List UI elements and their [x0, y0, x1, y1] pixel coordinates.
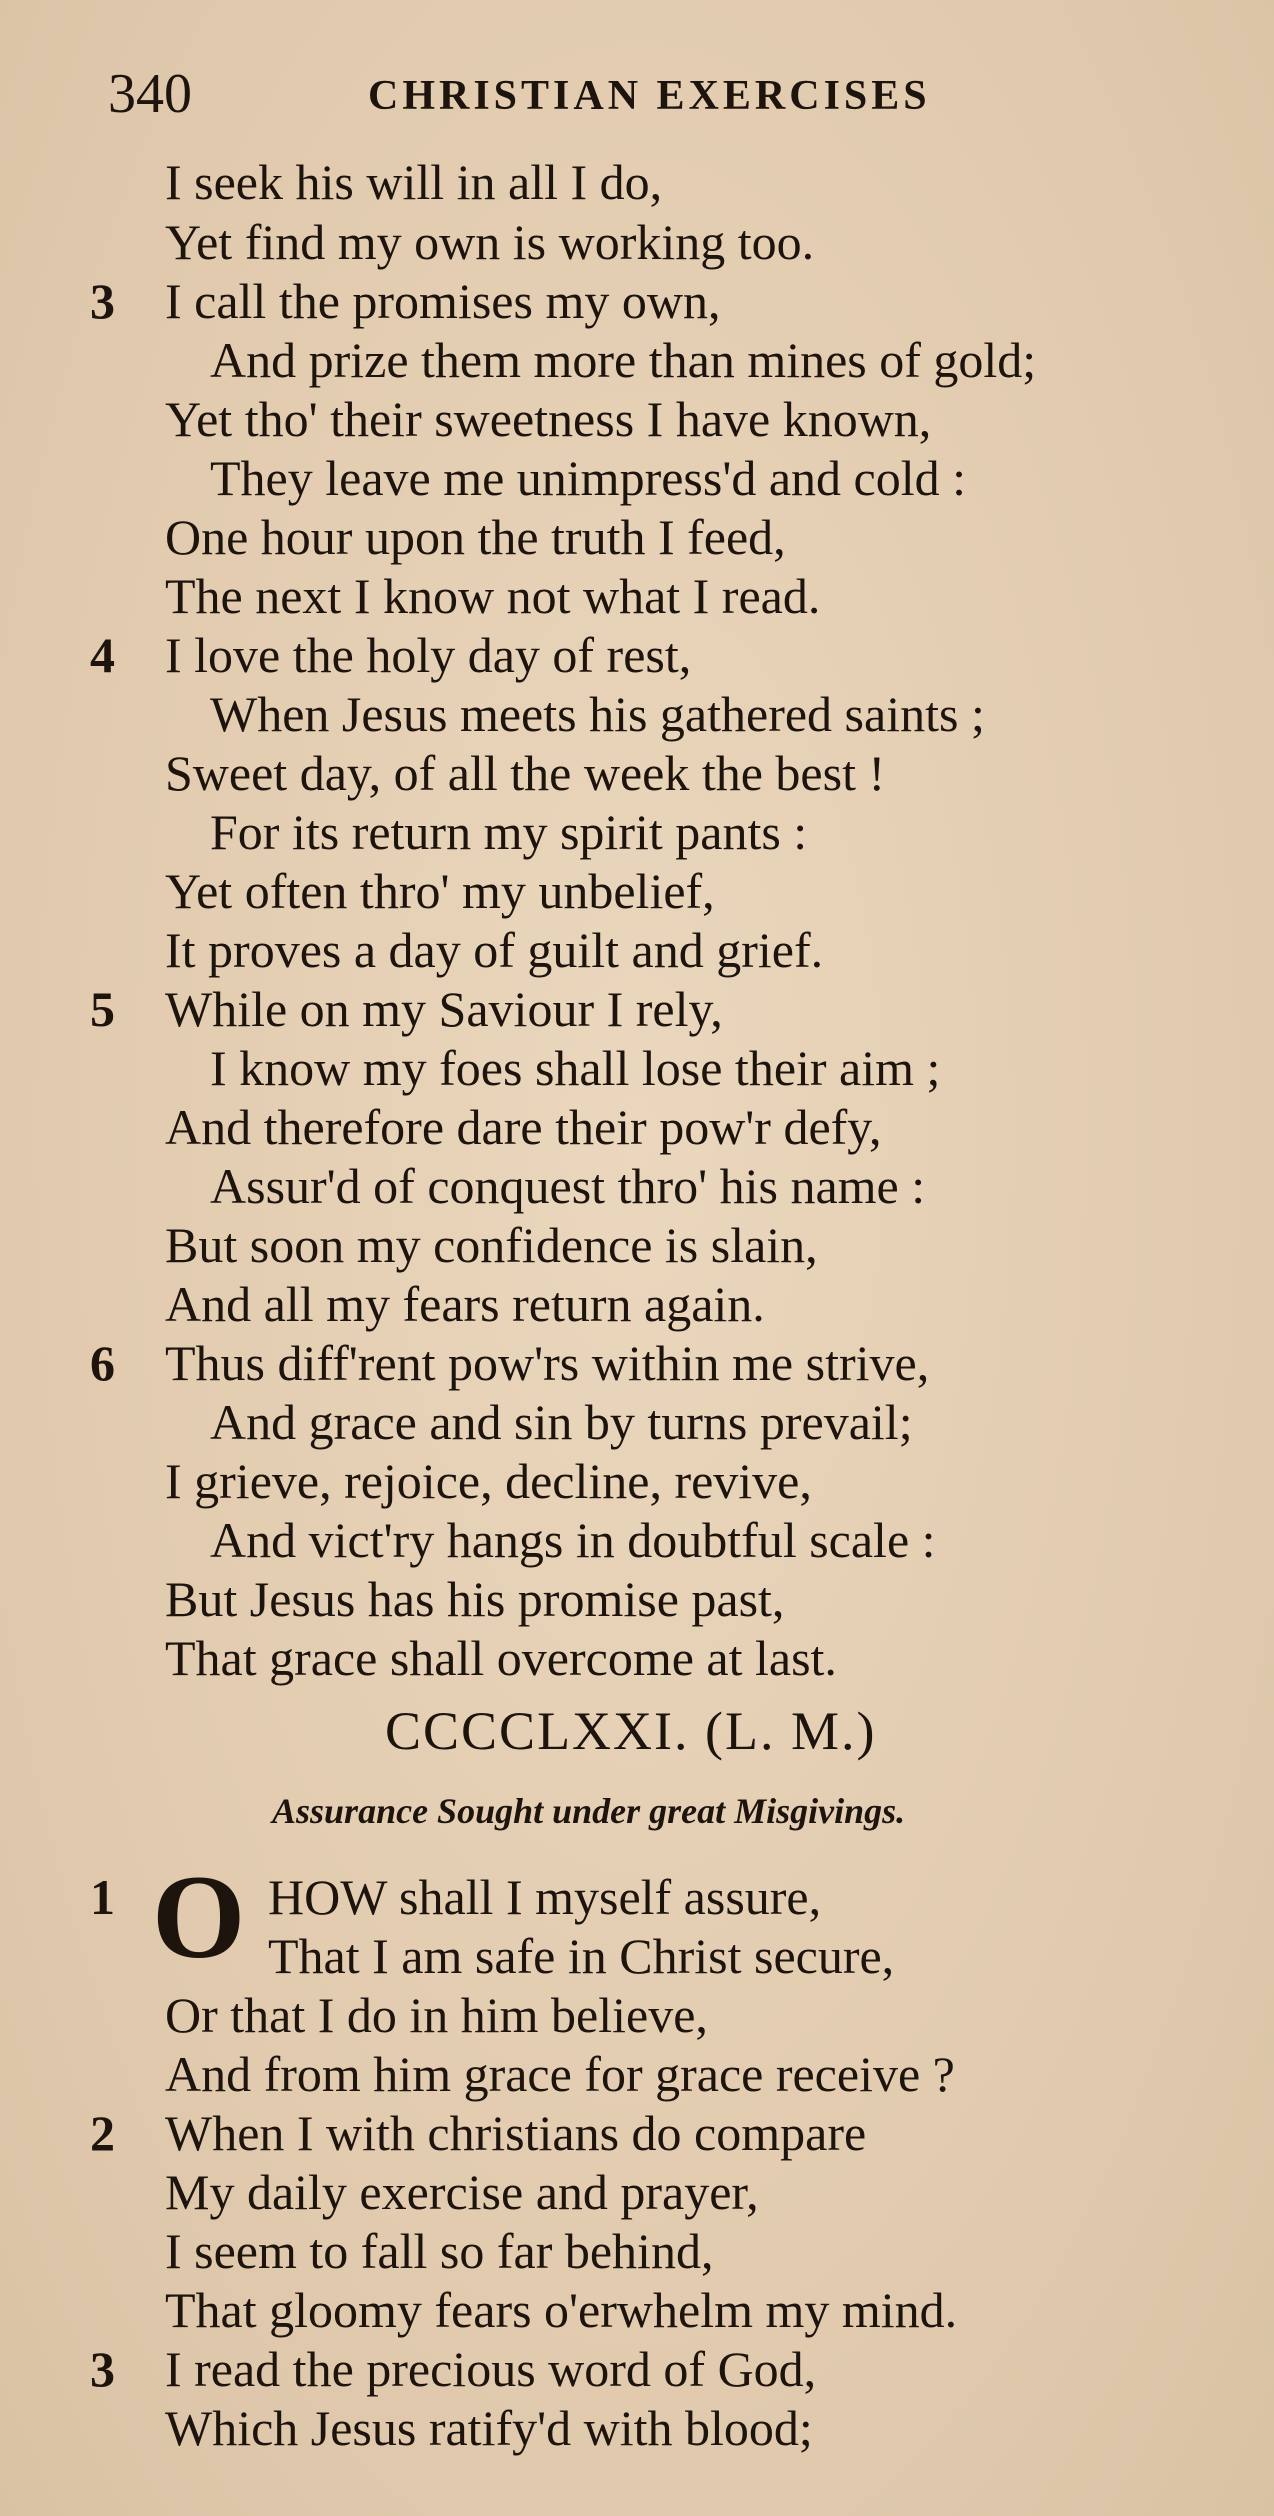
- verse-line: And from him grace for grace receive ?: [165, 2046, 955, 2102]
- verse-line: For its return my spirit pants :: [210, 804, 808, 860]
- hymn-subtitle: Assurance Sought under great Misgivings.: [272, 1791, 906, 1831]
- page-header: [0, 62, 1274, 132]
- verse-line: But Jesus has his promise past,: [165, 1571, 785, 1627]
- verse-line: I read the precious word of God,: [165, 2341, 817, 2397]
- verse-line: Yet often thro' my unbelief,: [165, 863, 715, 919]
- verse-line: But soon my confidence is slain,: [165, 1217, 818, 1273]
- verse-line: Or that I do in him believe,: [165, 1987, 708, 2043]
- verse-line: That gloomy fears o'erwhelm my mind.: [165, 2282, 958, 2338]
- verse-line: While on my Saviour I rely,: [165, 981, 723, 1037]
- stanza-number: 3: [90, 273, 115, 329]
- verse-line: I love the holy day of rest,: [165, 627, 692, 683]
- verse-line: I seem to fall so far behind,: [165, 2223, 714, 2279]
- verse-line: I grieve, rejoice, decline, revive,: [165, 1453, 812, 1509]
- verse-line: When Jesus meets his gathered saints ;: [210, 686, 985, 742]
- running-title: CHRISTIAN EXERCISES: [368, 73, 931, 119]
- verse-line: One hour upon the truth I feed,: [165, 509, 786, 565]
- verse-line: When I with christians do compare: [165, 2105, 867, 2161]
- verse-line: It proves a day of guilt and grief.: [165, 922, 824, 978]
- verse-line: I call the promises my own,: [165, 273, 721, 329]
- verse-line: I know my foes shall lose their aim ;: [210, 1040, 941, 1096]
- verse-line: Sweet day, of all the week the best !: [165, 745, 886, 801]
- verse-line: Yet find my own is working too.: [165, 214, 815, 270]
- verse-line: And prize them more than mines of gold;: [210, 332, 1037, 388]
- stanza-number: 6: [90, 1335, 115, 1391]
- verse-line: And vict'ry hangs in doubtful scale :: [210, 1512, 936, 1568]
- verse-line: They leave me unimpress'd and cold :: [210, 450, 967, 506]
- stanza-number: 2: [90, 2105, 115, 2161]
- hymn-title: CCCCLXXI. (L. M.): [385, 1701, 877, 1761]
- verse-line: Yet tho' their sweetness I have known,: [165, 391, 932, 447]
- verse-line: That grace shall overcome at last.: [165, 1630, 837, 1686]
- page-number: 340: [108, 63, 192, 125]
- stanza-number: 5: [90, 981, 115, 1037]
- verse-line: I seek his will in all I do,: [165, 154, 663, 210]
- stanza-number: 4: [90, 627, 115, 683]
- drop-cap: O: [152, 1850, 246, 1983]
- verse-line: And therefore dare their pow'r defy,: [165, 1099, 882, 1155]
- verse-line: Assur'd of conquest thro' his name :: [210, 1158, 926, 1214]
- verse-line: My daily exercise and prayer,: [165, 2164, 759, 2220]
- verse-line: That I am safe in Christ secure,: [268, 1928, 895, 1984]
- verse-line: And grace and sin by turns prevail;: [210, 1394, 913, 1450]
- stanza-number: 1: [90, 1869, 115, 1925]
- stanza-number: 3: [90, 2341, 115, 2397]
- verse-line: And all my fears return again.: [165, 1276, 765, 1332]
- verse-line: HOW shall I myself assure,: [268, 1869, 822, 1925]
- verse-line: Which Jesus ratify'd with blood;: [165, 2400, 813, 2456]
- verse-line: Thus diff'rent pow'rs within me strive,: [165, 1335, 930, 1391]
- verse-line: The next I know not what I read.: [165, 568, 821, 624]
